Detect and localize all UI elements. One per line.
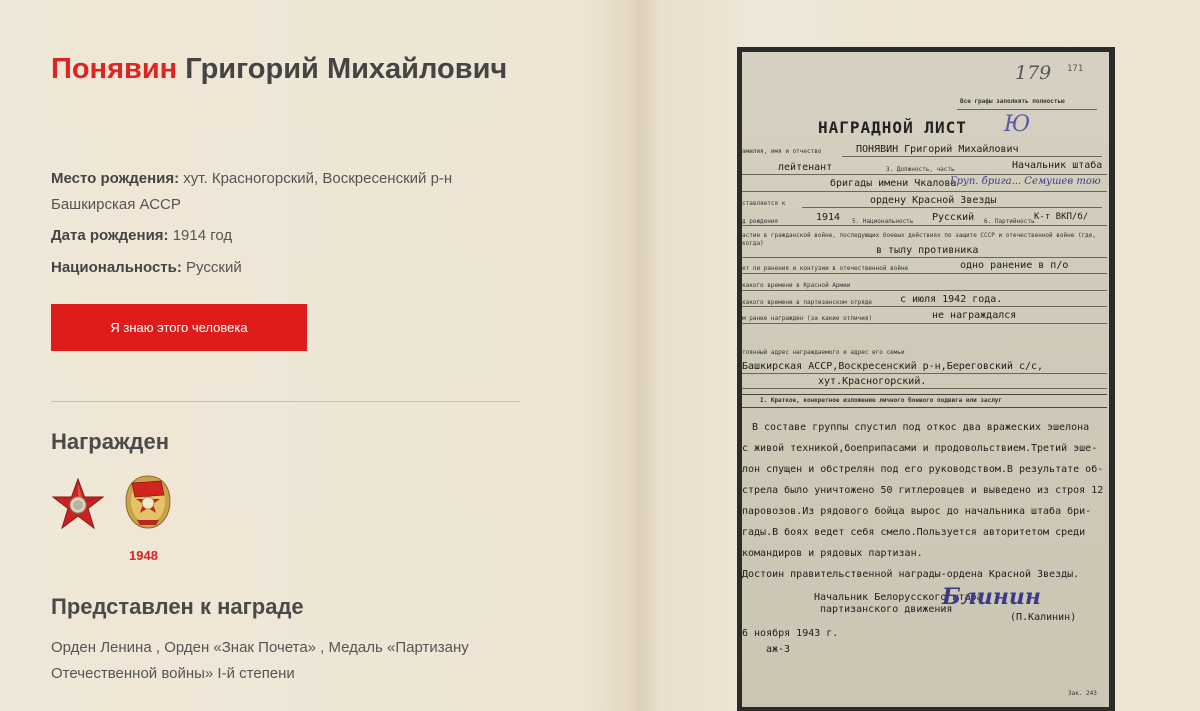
doc-row10-value: не награждался bbox=[932, 310, 1017, 321]
doc-row2-label: 3. Должность, часть bbox=[886, 166, 955, 173]
award-document-image[interactable] bbox=[742, 52, 1109, 707]
doc-row4-value: ордену Красной Звезды bbox=[870, 195, 997, 206]
doc-body-line: паровозов.Из рядового бойца вырос до начальника штаба бри- bbox=[742, 506, 1092, 517]
nominated-heading: Представлен к награде bbox=[51, 594, 304, 619]
doc-row2-value2: Начальник штаба bbox=[1012, 160, 1103, 171]
doc-row2-value: лейтенант bbox=[778, 162, 833, 173]
doc-row7-label: ет ли ранения и контузии в отечественной войне bbox=[742, 265, 909, 272]
doc-row10-label: м ранее награжден (за какие отличия) bbox=[742, 315, 873, 322]
doc-body-line: лон спущен и обстрелян под его руководством.В результате об- bbox=[742, 464, 1104, 475]
red-banner-order-icon[interactable] bbox=[123, 473, 173, 531]
doc-signature-name: (П.Калинин) bbox=[1010, 612, 1077, 623]
nationality-label: Национальность: bbox=[51, 259, 182, 276]
nominated-awards-text: Орден Ленина , Орден «Знак Почета» , Медаль «Партизану Отечественной войны» I-й степени bbox=[51, 639, 469, 682]
doc-row1-label: амилия, имя и отчество bbox=[742, 148, 822, 155]
person-given-names: Григорий Михайлович bbox=[177, 53, 508, 85]
doc-row5-year: 1914 bbox=[816, 212, 841, 223]
doc-page-number: 179 bbox=[1015, 62, 1052, 84]
birthplace-value: хут. Красногорский, Воскресенский р-н Башкирская АССР bbox=[51, 170, 453, 213]
red-star-order-icon[interactable] bbox=[51, 478, 105, 532]
doc-row9-label: какого времени в партизанском отряде bbox=[742, 299, 873, 306]
doc-row6-label: астие в гражданской войне, последующих боевых действиях по защите СССР и отечественной войне (где, когда) bbox=[742, 232, 1097, 247]
doc-row3-value: бригады имени Чкалова bbox=[830, 178, 957, 189]
doc-date: 6 ноября 1943 г. bbox=[742, 628, 839, 639]
doc-body-line: В составе группы спустил под откос два вражеских эшелона bbox=[752, 422, 1090, 433]
doc-footer: Зак. 243 bbox=[1068, 690, 1097, 697]
person-surname: Понявин bbox=[51, 53, 178, 85]
doc-title: НАГРАДНОЙ ЛИСТ bbox=[818, 118, 967, 137]
doc-row7-value: одно ранение в п/о bbox=[960, 260, 1069, 271]
doc-body-line: стрела было уничтожено 50 гитлеровцев и выведено из строя 12 bbox=[742, 485, 1104, 496]
doc-row11-value1: Башкирская АССР,Воскресенский р-н,Береговский с/с, bbox=[742, 361, 1044, 372]
section-divider bbox=[51, 401, 520, 402]
birthdate-value: 1914 год bbox=[168, 227, 233, 244]
doc-row5-nationality: Русский bbox=[932, 212, 975, 223]
nationality-value: Русский bbox=[181, 259, 242, 276]
award-year: 1948 bbox=[129, 548, 158, 563]
doc-row11-label: тоянный адрес награждаемого и адрес его семьи bbox=[742, 349, 905, 356]
doc-body-line: командиров и рядовых партизан. bbox=[742, 548, 923, 559]
doc-row5-party: К-т ВКП/б/ bbox=[1034, 212, 1089, 222]
doc-signature: Блинин bbox=[942, 584, 1041, 610]
doc-strike-mark: 171 bbox=[1067, 64, 1084, 74]
doc-signature-title2: партизанского движения bbox=[820, 604, 953, 615]
i-know-this-person-button[interactable]: Я знаю этого человека bbox=[51, 304, 307, 351]
doc-handwritten-mark: Ю bbox=[1004, 112, 1031, 137]
doc-ref: аж-3 bbox=[766, 644, 791, 655]
doc-section-header: I. Краткое, конкретное изложение личного боевого подвига или заслуг bbox=[760, 397, 1003, 404]
person-name bbox=[51, 50, 521, 89]
birthdate-label: Дата рождения: bbox=[51, 227, 169, 244]
doc-body-line: гады.В боях ведет себя смело.Пользуется авторитетом среди bbox=[742, 527, 1086, 538]
doc-body-line: Достоин правительственной награды-ордена Красной Звезды. bbox=[742, 569, 1080, 580]
doc-row5-label: д рождения bbox=[742, 218, 779, 225]
birthdate-row bbox=[51, 223, 521, 249]
awarded-heading: Награжден bbox=[51, 429, 170, 454]
doc-row9-value: с июля 1942 года. bbox=[900, 294, 1003, 305]
doc-row3-handwriting: Груп. брига... Семушев тою bbox=[950, 176, 1101, 187]
birthplace-label: Место рождения: bbox=[51, 170, 180, 187]
doc-top-note: Все графы заполнять полностью bbox=[960, 98, 1065, 105]
doc-signature-title1: Начальник Белорусского штаба bbox=[814, 592, 983, 603]
doc-row4-label: ставляется к bbox=[742, 200, 786, 207]
doc-row6-value: в тылу противника bbox=[876, 245, 979, 256]
doc-body-line: с живой техникой,боеприпасами и продовольствием.Третий эше- bbox=[742, 443, 1098, 454]
doc-row8-label: какого времени в Красной Армии bbox=[742, 282, 851, 289]
nationality-row bbox=[51, 255, 521, 281]
doc-row1-value: ПОНЯВИН Григорий Михайлович bbox=[856, 144, 1019, 155]
doc-row5-label3: 6. Партийность bbox=[984, 218, 1035, 225]
birthplace-row bbox=[51, 166, 521, 218]
doc-row5-label2: 5. Национальность bbox=[852, 218, 914, 225]
doc-row11-value2: хут.Красногорский. bbox=[818, 376, 927, 387]
